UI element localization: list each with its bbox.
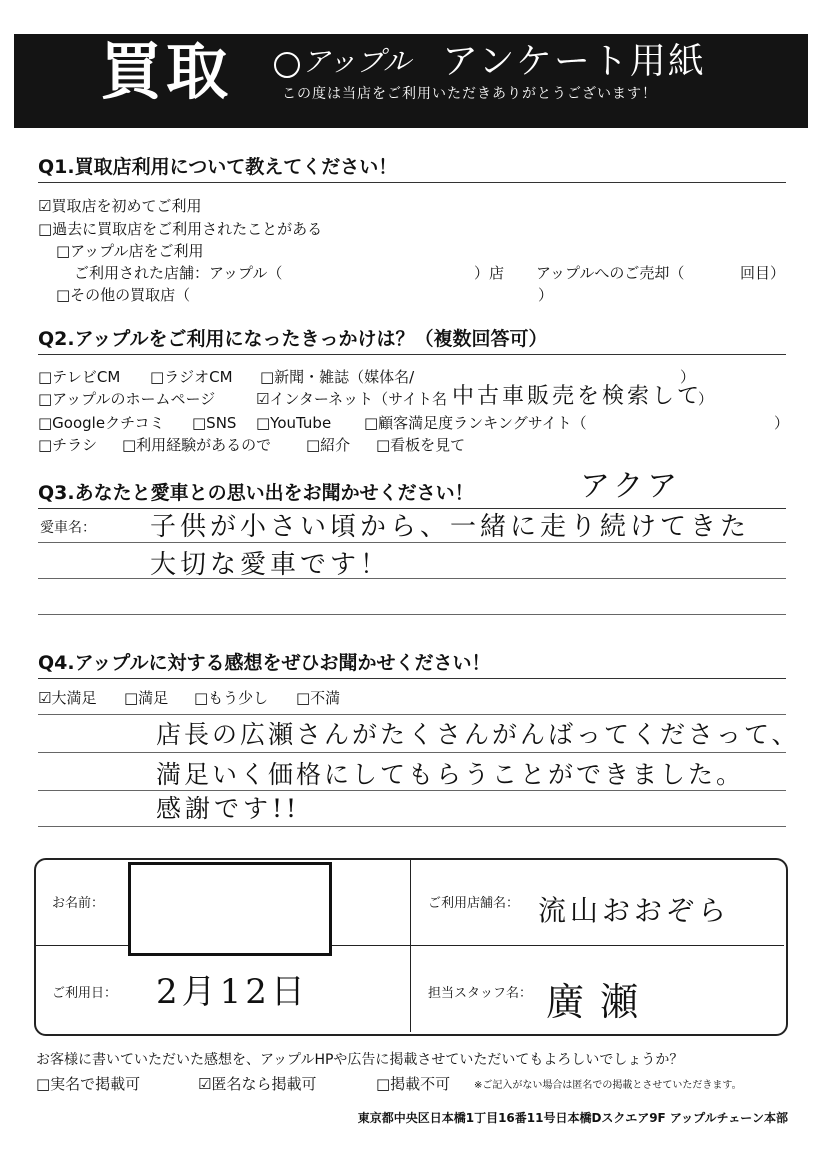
q4-question: Q4.アップルに対する感想をぜひお聞かせください！ (38, 652, 491, 674)
q3-car-handwriting: アクア (580, 469, 682, 504)
q1-other-close: ） (538, 286, 554, 304)
q2-homepage-checkbox[interactable]: □アップルのホームページ (38, 390, 216, 408)
q1-question: Q1.買取店利用について教えてください！ (38, 156, 398, 178)
sheet-title: アンケート用紙 (442, 41, 706, 82)
consent-no-checkbox[interactable]: □掲載不可 (376, 1075, 451, 1093)
q2-referral-checkbox[interactable]: □紹介 (306, 436, 351, 454)
q2-internet-checkbox[interactable]: ☑インターネット（サイト名 (256, 390, 448, 408)
q4-unsatisfied-checkbox[interactable]: □不満 (296, 689, 341, 707)
q2-flyer-checkbox[interactable]: □チラシ (38, 436, 98, 454)
apple-logo-icon (274, 52, 300, 78)
q4-very-satisfied-checkbox[interactable]: ☑大満足 (38, 689, 97, 707)
q1-past-checkbox[interactable]: □過去に買取店をご利用されたことがある (38, 220, 323, 238)
q4-underline (38, 678, 786, 679)
q4-rule-3 (38, 826, 786, 827)
q3-question: Q3.あなたと愛車との思い出をお聞かせください！ (38, 482, 474, 504)
name-redaction-box (128, 862, 332, 956)
header-title-main: 買取 (100, 35, 233, 108)
q3-car-label: 愛車名： (40, 520, 96, 536)
store-name-handwriting: 流山おおぞら (538, 894, 731, 927)
q2-ranking-checkbox[interactable]: □顧客満足度ランキングサイト（ (364, 414, 587, 432)
q3-line1: 子供が小さい頃から、一緒に走り続けてきた (150, 512, 751, 542)
consent-note: ※ご記入がない場合は匿名での掲載とさせていただきます。 (474, 1080, 742, 1091)
footer-address: 東京都中央区日本橋1丁目16番11号日本橋Dスクエア9F アップルチェーン本部 (357, 1111, 788, 1125)
q2-underline (38, 354, 786, 355)
q4-line3: 感謝です!! (156, 794, 301, 823)
q2-internet-close: ） (698, 390, 714, 408)
q2-newspaper-close: ） (680, 368, 696, 386)
q3-rule-1 (38, 542, 786, 543)
q4-somewhat-checkbox[interactable]: □もう少し (194, 689, 269, 707)
q1-apple-checkbox[interactable]: □アップル店をご利用 (56, 242, 204, 260)
q1-sale-label: アップルへのご売却（ (536, 264, 685, 282)
q3-underline (38, 508, 786, 509)
q4-satisfied-checkbox[interactable]: □満足 (124, 689, 169, 707)
q4-rule-1 (38, 752, 786, 753)
header-thanks: この度は当店をご利用いただきありがとうございます！ (282, 86, 657, 102)
staff-handwriting: 廣瀬 (546, 980, 655, 1024)
q1-underline (38, 182, 786, 183)
q4-line1: 店長の広瀬さんがたくさんがんばってくださって、 (156, 720, 800, 749)
staff-label: 担当スタッフ名： (428, 986, 533, 1001)
q1-other-checkbox[interactable]: □その他の買取店（ (56, 286, 191, 304)
q4-rule-0 (38, 714, 786, 715)
info-divider-vertical (410, 860, 411, 1032)
q4-line2: 満足いく価格にしてもらうことができました。 (156, 760, 745, 789)
consent-real-name-checkbox[interactable]: □実名で掲載可 (36, 1075, 141, 1093)
q3-rule-3 (38, 614, 786, 615)
q1-first-time-checkbox[interactable]: ☑買取店を初めてご利用 (38, 197, 202, 215)
q1-store-label: ご利用された店舗：アップル（ (74, 264, 283, 282)
consent-anonymous-checkbox[interactable]: ☑匿名なら掲載可 (198, 1075, 317, 1093)
q2-google-checkbox[interactable]: □Googleクチコミ (38, 414, 165, 432)
q2-youtube-checkbox[interactable]: □YouTube (256, 414, 332, 432)
q2-signboard-checkbox[interactable]: □看板を見て (376, 436, 466, 454)
q3-rule-2 (38, 578, 786, 579)
date-handwriting: 2月12日 (156, 972, 309, 1012)
store-name-label: ご利用店舗名： (428, 896, 520, 911)
q2-internet-handwriting: 中古車販売を検索して (452, 384, 703, 409)
q3-line2: 大切な愛車です！ (150, 550, 391, 580)
logo-text: アップル (302, 45, 411, 78)
q1-sale-suffix: 回目） (740, 264, 786, 282)
q2-tv-checkbox[interactable]: □テレビCM (38, 368, 121, 386)
q1-store-suffix: ）店 (474, 264, 505, 282)
q2-radio-checkbox[interactable]: □ラジオCM (150, 368, 233, 386)
consent-question: お客様に書いていただいた感想を、アップルHPや広告に掲載させていただいてもよろしいでしょうか？ (36, 1052, 684, 1068)
name-label: お名前： (52, 896, 105, 911)
q2-question: Q2.アップルをご利用になったきっかけは？（複数回答可） (38, 328, 548, 350)
q2-experience-checkbox[interactable]: □利用経験があるので (122, 436, 272, 454)
date-label: ご利用日： (52, 986, 118, 1001)
q2-ranking-close: ） (774, 414, 790, 432)
q4-rule-2 (38, 790, 786, 791)
q2-newspaper-checkbox[interactable]: □新聞・雑誌（媒体名/ (260, 368, 415, 386)
q2-sns-checkbox[interactable]: □SNS (192, 414, 237, 432)
